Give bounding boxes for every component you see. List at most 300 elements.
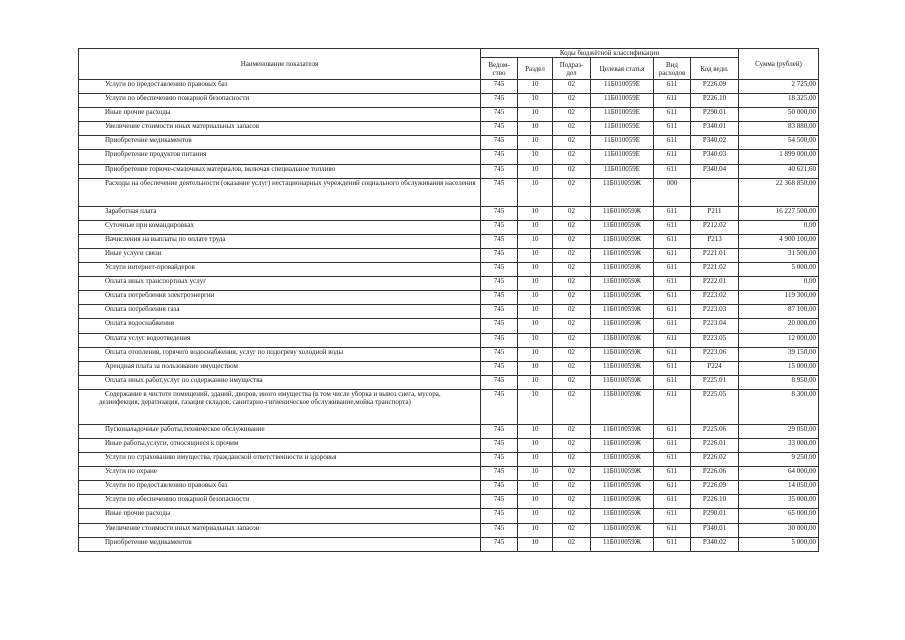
cell-expense-type: 611	[654, 333, 691, 347]
cell-kosgu: Р290.01	[691, 509, 739, 523]
cell-sum: 50 000,00	[739, 108, 819, 122]
cell-target: 11Б010059Ж	[591, 389, 654, 424]
table-row	[79, 375, 819, 389]
cell-name	[79, 333, 481, 347]
cell-name	[79, 453, 481, 467]
cell-sum: 2 725,00	[739, 80, 819, 94]
table-row	[79, 291, 819, 305]
cell-sum: 31 500,00	[739, 248, 819, 262]
row-label: Начисления на выплаты по оплате труда	[105, 234, 226, 243]
row-label: Услуги по обеспечению пожарной безопасности	[105, 495, 250, 504]
table-body	[79, 80, 819, 552]
cell-name	[79, 319, 481, 333]
cell-kosgu: Р226.02	[691, 453, 739, 467]
cell-section: 10	[518, 537, 553, 551]
row-label: Приобретение продуктов питания	[105, 150, 207, 159]
cell-subsection: 02	[553, 481, 591, 495]
cell-sum: 22 368 850,00	[739, 178, 819, 206]
cell-sum: 65 000,00	[739, 509, 819, 523]
cell-name	[79, 108, 481, 122]
cell-expense-type: 611	[654, 319, 691, 333]
cell-target: 11Б010059Ж	[591, 424, 654, 438]
cell-section: 10	[518, 80, 553, 94]
row-label: Расходы на обеспечение деятельности (оказание услуг) нестационарных учреждений социального обслуживания населения	[105, 178, 476, 187]
cell-sum: 15 000,00	[739, 361, 819, 375]
cell-kosgu: Р211	[691, 206, 739, 220]
table-row	[79, 523, 819, 537]
cell-sum: 16 227 500,00	[739, 206, 819, 220]
cell-section: 10	[518, 305, 553, 319]
table-row	[79, 248, 819, 262]
cell-dept: 745	[481, 438, 518, 452]
cell-expense-type: 611	[654, 361, 691, 375]
cell-section: 10	[518, 424, 553, 438]
cell-dept: 745	[481, 248, 518, 262]
cell-name	[79, 136, 481, 150]
table-row	[79, 438, 819, 452]
table-row	[79, 263, 819, 277]
header-expense-type: Вид расходов	[654, 58, 691, 80]
row-label: Оплата потребления газа	[105, 305, 180, 314]
cell-section: 10	[518, 277, 553, 291]
cell-dept: 745	[481, 164, 518, 178]
cell-expense-type: 611	[654, 495, 691, 509]
cell-target: 11Б010059Ж	[591, 509, 654, 523]
table-row	[79, 319, 819, 333]
cell-sum: 119 300,00	[739, 291, 819, 305]
cell-subsection: 02	[553, 164, 591, 178]
cell-sum: 8 300,00	[739, 389, 819, 424]
cell-target: 11Б010059Ж	[591, 291, 654, 305]
table-row	[79, 509, 819, 523]
cell-subsection: 02	[553, 178, 591, 206]
table-row	[79, 467, 819, 481]
cell-expense-type: 611	[654, 523, 691, 537]
cell-expense-type: 611	[654, 150, 691, 164]
cell-kosgu: Р225.01	[691, 375, 739, 389]
cell-target: 11Б010059Е	[591, 136, 654, 150]
cell-expense-type: 611	[654, 537, 691, 551]
cell-dept: 745	[481, 220, 518, 234]
cell-kosgu: Р340.03	[691, 150, 739, 164]
cell-target: 11Б010059Ж	[591, 305, 654, 319]
cell-kosgu: Р340.04	[691, 164, 739, 178]
cell-expense-type: 611	[654, 136, 691, 150]
cell-subsection: 02	[553, 263, 591, 277]
cell-sum: 5 000,00	[739, 537, 819, 551]
cell-section: 10	[518, 122, 553, 136]
cell-kosgu: Р290.01	[691, 108, 739, 122]
cell-target: 11Б010059Ж	[591, 319, 654, 333]
cell-name	[79, 220, 481, 234]
cell-section: 10	[518, 347, 553, 361]
cell-dept: 745	[481, 150, 518, 164]
cell-sum: 14 050,00	[739, 481, 819, 495]
cell-dept: 745	[481, 453, 518, 467]
cell-expense-type: 611	[654, 375, 691, 389]
cell-dept: 745	[481, 537, 518, 551]
table-row	[79, 277, 819, 291]
cell-target: 11Б010059Ж	[591, 234, 654, 248]
cell-section: 10	[518, 291, 553, 305]
cell-expense-type: 611	[654, 80, 691, 94]
cell-subsection: 02	[553, 453, 591, 467]
cell-dept: 745	[481, 509, 518, 523]
cell-sum: 0,00	[739, 277, 819, 291]
cell-sum: 20 000,00	[739, 319, 819, 333]
cell-kosgu: Р340.01	[691, 523, 739, 537]
budget-table-sheet	[78, 48, 819, 552]
cell-expense-type: 611	[654, 108, 691, 122]
cell-dept: 745	[481, 375, 518, 389]
row-label: Увеличение стоимости иных материальных запасов	[105, 523, 260, 532]
table-row	[79, 94, 819, 108]
cell-section: 10	[518, 375, 553, 389]
cell-name	[79, 94, 481, 108]
table-row	[79, 495, 819, 509]
row-label: Оплата услуг водоотведения	[105, 333, 191, 342]
cell-dept: 745	[481, 80, 518, 94]
cell-name	[79, 389, 481, 424]
cell-subsection: 02	[553, 234, 591, 248]
row-label: Оплата потребления электроэнергии	[105, 291, 215, 300]
cell-name	[79, 467, 481, 481]
cell-target: 11Б010059Е	[591, 108, 654, 122]
cell-target: 11Б010059Е	[591, 122, 654, 136]
cell-expense-type: 611	[654, 467, 691, 481]
cell-section: 10	[518, 263, 553, 277]
cell-expense-type: 611	[654, 220, 691, 234]
cell-subsection: 02	[553, 389, 591, 424]
cell-expense-type: 611	[654, 164, 691, 178]
cell-name	[79, 248, 481, 262]
cell-target: 11Б010059Е	[591, 150, 654, 164]
cell-expense-type: 611	[654, 248, 691, 262]
header-kosgu: Код ведн.	[691, 58, 739, 80]
table-row	[79, 453, 819, 467]
cell-subsection: 02	[553, 375, 591, 389]
cell-expense-type: 611	[654, 453, 691, 467]
row-label: Услуги по страхованию имущества, гражданской ответственности и здоровья	[105, 453, 337, 462]
row-label: Иные прочие расходы	[105, 509, 171, 518]
cell-sum: 4 900 100,00	[739, 234, 819, 248]
cell-name	[79, 523, 481, 537]
cell-section: 10	[518, 136, 553, 150]
cell-dept: 745	[481, 361, 518, 375]
cell-name	[79, 375, 481, 389]
cell-target: 11Б010059Ж	[591, 206, 654, 220]
cell-dept: 745	[481, 263, 518, 277]
cell-section: 10	[518, 495, 553, 509]
cell-name	[79, 122, 481, 136]
row-label: Иные работы,услуги, относящиеся к прочим	[105, 438, 239, 447]
cell-kosgu: Р223.04	[691, 319, 739, 333]
cell-name	[79, 305, 481, 319]
cell-dept: 745	[481, 467, 518, 481]
table-row	[79, 178, 819, 206]
cell-name	[79, 361, 481, 375]
cell-section: 10	[518, 319, 553, 333]
cell-target: 11Б010059Ж	[591, 277, 654, 291]
cell-section: 10	[518, 220, 553, 234]
cell-dept: 745	[481, 108, 518, 122]
cell-target: 11Б010059Ж	[591, 537, 654, 551]
row-label: Оплата иных транспортных услуг	[105, 277, 207, 286]
cell-dept: 745	[481, 178, 518, 206]
header-subsection: Подраз- дел	[553, 58, 591, 80]
cell-subsection: 02	[553, 248, 591, 262]
cell-name	[79, 206, 481, 220]
cell-kosgu	[691, 178, 739, 206]
cell-section: 10	[518, 361, 553, 375]
cell-kosgu: Р223.06	[691, 347, 739, 361]
cell-subsection: 02	[553, 206, 591, 220]
cell-subsection: 02	[553, 424, 591, 438]
cell-sum: 39 150,00	[739, 347, 819, 361]
cell-section: 10	[518, 150, 553, 164]
cell-sum: 8 950,00	[739, 375, 819, 389]
cell-name	[79, 424, 481, 438]
cell-target: 11Б010059Ж	[591, 375, 654, 389]
budget-table	[78, 48, 819, 552]
cell-dept: 745	[481, 495, 518, 509]
cell-sum: 1 899 000,00	[739, 150, 819, 164]
cell-name	[79, 234, 481, 248]
cell-section: 10	[518, 467, 553, 481]
cell-target: 11Б010059Ж	[591, 453, 654, 467]
cell-expense-type: 611	[654, 291, 691, 305]
cell-name	[79, 509, 481, 523]
header-name: Наименование показателя	[79, 49, 481, 80]
cell-kosgu: Р340.02	[691, 136, 739, 150]
cell-expense-type: 000	[654, 178, 691, 206]
cell-target: 11Б010059Ж	[591, 220, 654, 234]
cell-name	[79, 277, 481, 291]
cell-name	[79, 80, 481, 94]
cell-section: 10	[518, 164, 553, 178]
cell-name	[79, 537, 481, 551]
table-row	[79, 424, 819, 438]
cell-name	[79, 438, 481, 452]
cell-subsection: 02	[553, 523, 591, 537]
cell-section: 10	[518, 108, 553, 122]
table-row	[79, 333, 819, 347]
cell-dept: 745	[481, 291, 518, 305]
row-label: Приобретение медикаментов	[105, 537, 192, 546]
cell-target: 11Б010059Ж	[591, 263, 654, 277]
cell-target: 11Б010059Ж	[591, 333, 654, 347]
cell-name	[79, 481, 481, 495]
header-target: Целевая статья	[591, 58, 654, 80]
cell-subsection: 02	[553, 319, 591, 333]
cell-expense-type: 611	[654, 122, 691, 136]
cell-target: 11Б010059Ж	[591, 347, 654, 361]
cell-subsection: 02	[553, 438, 591, 452]
cell-section: 10	[518, 178, 553, 206]
cell-subsection: 02	[553, 136, 591, 150]
cell-dept: 745	[481, 347, 518, 361]
cell-kosgu: Р226.09	[691, 80, 739, 94]
cell-name	[79, 164, 481, 178]
cell-dept: 745	[481, 333, 518, 347]
table-row	[79, 206, 819, 220]
header-section: Раздел	[518, 58, 553, 80]
table-row	[79, 164, 819, 178]
cell-kosgu: Р221.01	[691, 248, 739, 262]
row-label: Приобретение горюче-смазочных материалов, включая специальное топливо	[105, 164, 336, 173]
cell-name	[79, 178, 481, 206]
cell-dept: 745	[481, 277, 518, 291]
table-row	[79, 136, 819, 150]
cell-kosgu: Р212.02	[691, 220, 739, 234]
row-label: Заработная плата	[105, 206, 157, 215]
header-sum: Сумма (рублей)	[739, 49, 819, 80]
cell-subsection: 02	[553, 108, 591, 122]
cell-expense-type: 611	[654, 263, 691, 277]
cell-dept: 745	[481, 523, 518, 537]
cell-sum: 87 100,00	[739, 305, 819, 319]
cell-expense-type: 611	[654, 424, 691, 438]
row-label: Пусконаладочные работы,техническое обслуживание	[105, 424, 265, 433]
header-dept: Ведом- ство	[481, 58, 518, 80]
cell-section: 10	[518, 248, 553, 262]
cell-sum: 29 050,00	[739, 424, 819, 438]
cell-kosgu: Р226.10	[691, 94, 739, 108]
table-row	[79, 537, 819, 551]
header-codes-group: Коды бюджётной классификации	[481, 49, 739, 58]
cell-sum: 33 000,00	[739, 438, 819, 452]
cell-sum: 0,00	[739, 220, 819, 234]
cell-section: 10	[518, 438, 553, 452]
cell-name	[79, 263, 481, 277]
cell-section: 10	[518, 523, 553, 537]
row-label: Приобретение медикаментов	[105, 136, 192, 145]
cell-subsection: 02	[553, 537, 591, 551]
table-row	[79, 361, 819, 375]
cell-section: 10	[518, 509, 553, 523]
cell-target: 11Б010059Е	[591, 164, 654, 178]
cell-sum: 9 250,00	[739, 453, 819, 467]
cell-expense-type: 611	[654, 481, 691, 495]
cell-section: 10	[518, 453, 553, 467]
cell-name	[79, 347, 481, 361]
row-label: Оплата иных работ,услуг по содержанию имущества	[105, 375, 263, 384]
cell-dept: 745	[481, 424, 518, 438]
cell-expense-type: 611	[654, 94, 691, 108]
cell-sum: 35 000,00	[739, 495, 819, 509]
cell-target: 11Б010059Ж	[591, 248, 654, 262]
row-label: Содержание в чистоте помещений, зданий, дворов, иного имущества (в том числе уборка и вывоз снега, мусора, дезинфекция, дератизация, газация складов, санитарно-гигиеническое обслуживание,мойка транспорта)	[99, 389, 441, 406]
row-label: Арендная плата за пользование имуществом	[105, 361, 238, 370]
cell-expense-type: 611	[654, 438, 691, 452]
cell-target: 11Б010059Ж	[591, 467, 654, 481]
cell-kosgu: Р222.01	[691, 277, 739, 291]
cell-section: 10	[518, 333, 553, 347]
cell-kosgu: Р223.03	[691, 305, 739, 319]
table-row	[79, 389, 819, 424]
cell-sum: 12 000,00	[739, 333, 819, 347]
cell-kosgu: Р221.02	[691, 263, 739, 277]
cell-dept: 745	[481, 94, 518, 108]
cell-section: 10	[518, 389, 553, 424]
cell-subsection: 02	[553, 495, 591, 509]
cell-name	[79, 291, 481, 305]
cell-subsection: 02	[553, 347, 591, 361]
cell-dept: 745	[481, 305, 518, 319]
cell-target: 11Б010059Е	[591, 80, 654, 94]
cell-name	[79, 150, 481, 164]
row-label: Иные услуги связи	[105, 248, 162, 257]
table-row	[79, 481, 819, 495]
cell-expense-type: 611	[654, 305, 691, 319]
cell-subsection: 02	[553, 277, 591, 291]
cell-name	[79, 495, 481, 509]
cell-kosgu: Р226.01	[691, 438, 739, 452]
cell-expense-type: 611	[654, 277, 691, 291]
cell-subsection: 02	[553, 467, 591, 481]
cell-target: 11Б010059Ж	[591, 361, 654, 375]
cell-subsection: 02	[553, 150, 591, 164]
cell-subsection: 02	[553, 291, 591, 305]
row-label: Оплата отопления, горячего водоснабжения, услуг по подогреву холодной воды	[105, 347, 344, 356]
cell-section: 10	[518, 481, 553, 495]
cell-sum: 30 000,00	[739, 523, 819, 537]
cell-kosgu: Р340.01	[691, 122, 739, 136]
cell-target: 11Б010059Ж	[591, 178, 654, 206]
cell-target: 11Б010059Ж	[591, 438, 654, 452]
cell-dept: 745	[481, 136, 518, 150]
cell-dept: 745	[481, 234, 518, 248]
cell-kosgu: Р226.09	[691, 481, 739, 495]
cell-section: 10	[518, 234, 553, 248]
cell-target: 11Б010059Ж	[591, 495, 654, 509]
row-label: Услуги по предоставлению правовых баз	[105, 481, 228, 490]
cell-section: 10	[518, 94, 553, 108]
row-label: Услуги по охране	[105, 467, 157, 476]
cell-dept: 745	[481, 319, 518, 333]
cell-kosgu: Р223.02	[691, 291, 739, 305]
cell-kosgu: Р224	[691, 361, 739, 375]
cell-kosgu: Р223.05	[691, 333, 739, 347]
row-label: Иные прочие расходы	[105, 108, 171, 117]
cell-kosgu: Р226.06	[691, 467, 739, 481]
cell-dept: 745	[481, 481, 518, 495]
table-row	[79, 122, 819, 136]
cell-target: 11Б010059Е	[591, 94, 654, 108]
cell-expense-type: 611	[654, 234, 691, 248]
cell-sum: 54 500,00	[739, 136, 819, 150]
cell-kosgu: Р340.02	[691, 537, 739, 551]
cell-sum: 83 880,00	[739, 122, 819, 136]
cell-subsection: 02	[553, 333, 591, 347]
row-label: Услуги по обеспечению пожарной безопасности	[105, 94, 250, 103]
cell-target: 11Б010059Ж	[591, 523, 654, 537]
table-row	[79, 108, 819, 122]
cell-expense-type: 611	[654, 509, 691, 523]
cell-subsection: 02	[553, 80, 591, 94]
cell-expense-type: 611	[654, 389, 691, 424]
cell-kosgu: Р225.05	[691, 389, 739, 424]
cell-kosgu: Р225.06	[691, 424, 739, 438]
table-row	[79, 220, 819, 234]
cell-subsection: 02	[553, 305, 591, 319]
cell-dept: 745	[481, 389, 518, 424]
cell-dept: 745	[481, 206, 518, 220]
cell-sum: 18 325,00	[739, 94, 819, 108]
table-row	[79, 150, 819, 164]
row-label: Суточные при командировках	[105, 220, 195, 229]
cell-section: 10	[518, 206, 553, 220]
